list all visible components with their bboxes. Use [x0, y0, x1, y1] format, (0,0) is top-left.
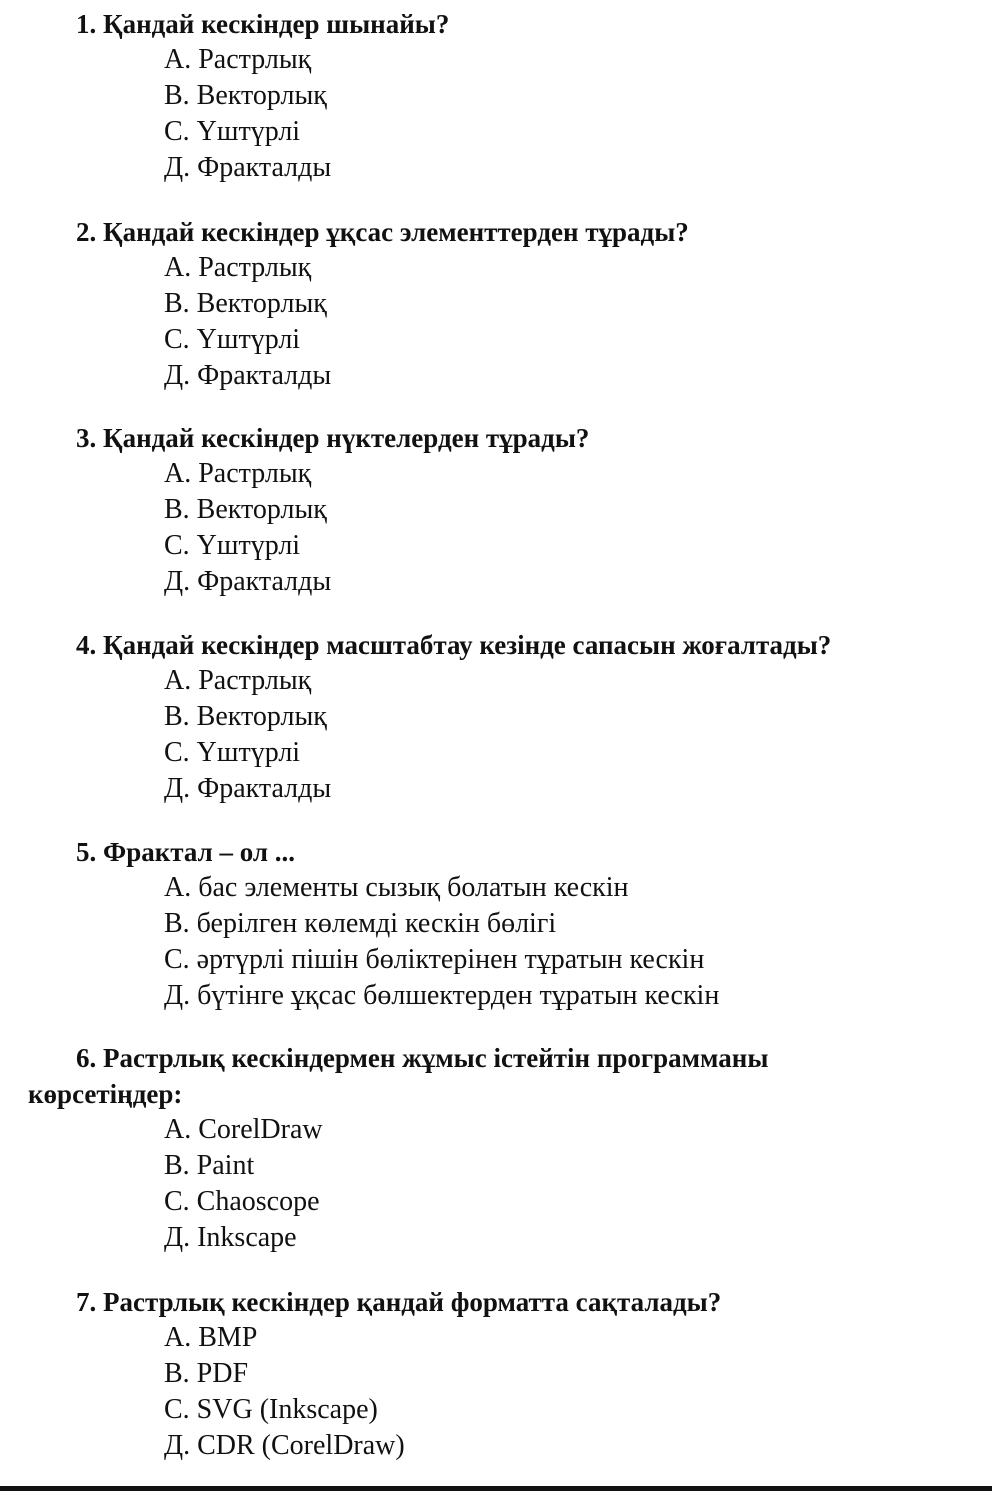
bottom-rule [0, 1486, 992, 1491]
option-d: Д. Фракталды [164, 566, 332, 597]
option-b: В. Векторлық [164, 80, 327, 111]
option-d: Д. Фракталды [164, 773, 332, 804]
option-a: А. Растрлық [164, 458, 312, 489]
option-b: В. PDF [164, 1358, 249, 1389]
option-c: С. Chaoscope [164, 1186, 320, 1217]
option-a: А. Растрлық [164, 44, 312, 75]
question-4 [76, 627, 831, 807]
option-c: С. SVG (Inkscape) [164, 1394, 378, 1425]
option-c: С. Үштүрлі [164, 324, 301, 355]
option-b: В. берілген көлемді кескін бөлігі [164, 908, 557, 939]
option-a: А. CorelDraw [164, 1114, 323, 1145]
option-d: Д. Фракталды [164, 152, 332, 183]
question-7 [76, 1284, 721, 1464]
option-b: В. Векторлық [164, 494, 327, 525]
question-title: 1. Қандай кескіндер шынайы? [76, 9, 450, 39]
option-a: А. Растрлық [164, 252, 312, 283]
question-1 [76, 6, 449, 186]
question-title: 5. Фрактал – ол ... [76, 837, 296, 867]
question-title: 2. Қандай кескіндер ұқсас элементтерден тұрады? [76, 217, 689, 247]
option-b: В. Векторлық [164, 288, 327, 319]
option-d: Д. Inkscape [164, 1222, 297, 1253]
question-title: 6. Растрлық кескіндермен жұмыс істейтін программаны көрсетіңдер: [28, 1043, 769, 1109]
question-title: 7. Растрлық кескіндер қандай форматта сақталады? [76, 1287, 722, 1317]
option-b: В. Paint [164, 1150, 255, 1181]
question-title: 3. Қандай кескіндер нүктелерден тұрады? [76, 423, 590, 453]
option-d: Д. бүтінге ұқсас бөлшектерден тұратын кескін [164, 980, 720, 1011]
question-6 [28, 1040, 908, 1256]
question-3 [76, 420, 589, 600]
option-a: А. Растрлық [164, 665, 312, 696]
option-c: С. Үштүрлі [164, 737, 301, 768]
option-b: В. Векторлық [164, 701, 327, 732]
option-c: С. Үштүрлі [164, 530, 301, 561]
question-2 [76, 214, 689, 394]
question-5 [76, 834, 719, 1014]
option-a: А. бас элементы сызық болатын кескін [164, 872, 629, 903]
option-d: Д. Фракталды [164, 360, 332, 391]
question-title: 4. Қандай кескіндер масштабтау кезінде сапасын жоғалтады? [76, 630, 832, 660]
option-c: С. әртүрлі пішін бөліктерінен тұратын кескін [164, 944, 705, 975]
option-c: С. Үштүрлі [164, 116, 301, 147]
option-a: А. BMP [164, 1322, 258, 1353]
option-d: Д. CDR (CorelDraw) [164, 1430, 405, 1461]
